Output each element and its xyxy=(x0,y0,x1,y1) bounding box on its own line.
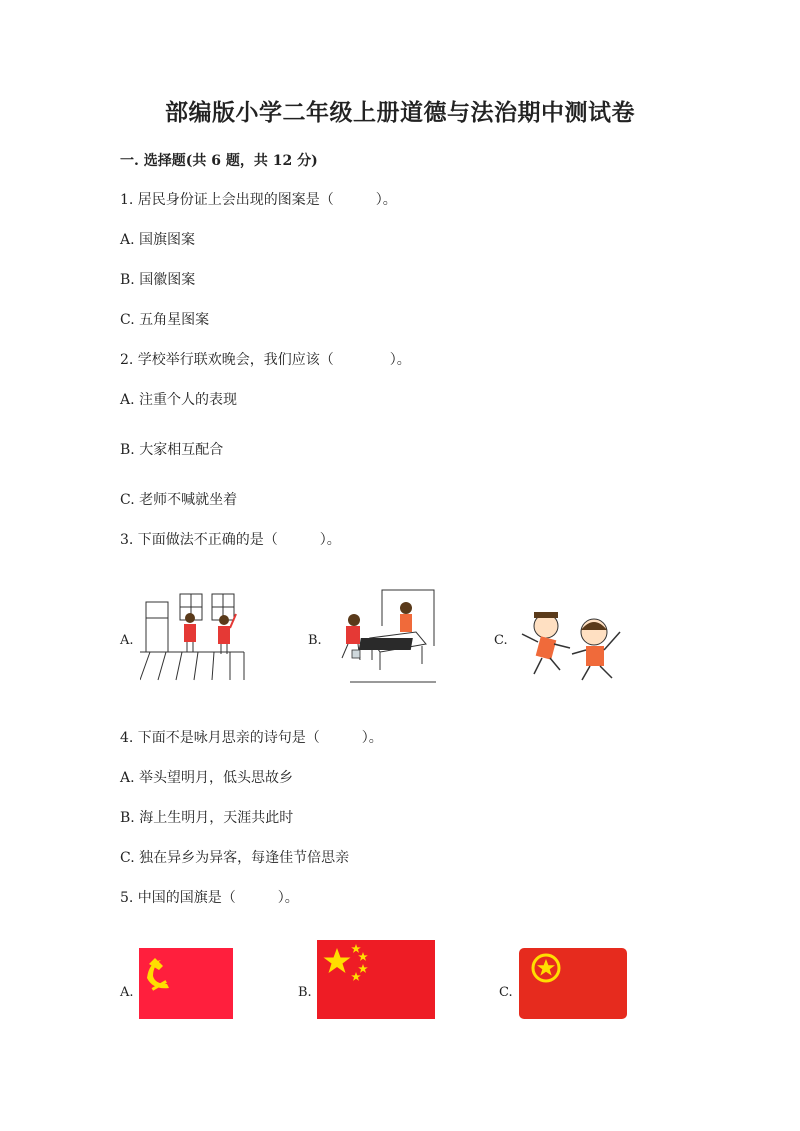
question-1-option-c[interactable]: C. 五角星图案 xyxy=(120,312,210,328)
question-2-option-b[interactable]: B. 大家相互配合 xyxy=(120,442,224,458)
question-1-option-b[interactable]: B. 国徽图案 xyxy=(120,272,196,288)
page-title: 部编版小学二年级上册道德与法治期中测试卷 xyxy=(165,99,635,126)
question-3-option-c-label[interactable]: C. xyxy=(494,633,508,648)
question-1-stem: 1. 居民身份证上会出现的图案是（ ）。 xyxy=(120,192,397,208)
question-3-option-b-label[interactable]: B. xyxy=(308,633,322,648)
question-4-stem: 4. 下面不是咏月思亲的诗句是（ ）。 xyxy=(120,730,383,746)
question-5-option-b-label[interactable]: B. xyxy=(298,985,312,1000)
question-5-stem: 5. 中国的国旗是（ ）。 xyxy=(120,890,299,906)
question-5-option-a-label[interactable]: A. xyxy=(120,985,134,1000)
question-5-option-c-label[interactable]: C. xyxy=(499,985,513,1000)
students-fighting-illustration xyxy=(516,604,630,684)
league-flag-image xyxy=(519,948,627,1019)
question-3-stem: 3. 下面做法不正确的是（ ）。 xyxy=(120,532,341,548)
classroom-window-illustration xyxy=(140,588,246,682)
section-heading: 一. 选择题(共 6 题，共 12 分) xyxy=(120,153,318,169)
party-flag-image xyxy=(139,948,233,1019)
students-cleaning-desk-illustration xyxy=(330,586,438,686)
question-1-option-a[interactable]: A. 国旗图案 xyxy=(120,232,196,248)
question-3-option-a-label[interactable]: A. xyxy=(120,633,134,648)
question-4-option-a[interactable]: A. 举头望明月，低头思故乡 xyxy=(120,770,294,786)
question-2-option-a[interactable]: A. 注重个人的表现 xyxy=(120,392,238,408)
question-4-option-c[interactable]: C. 独在异乡为异客，每逢佳节倍思亲 xyxy=(120,850,350,866)
five-star-flag-image xyxy=(317,940,435,1019)
question-2-option-c[interactable]: C. 老师不喊就坐着 xyxy=(120,492,238,508)
question-2-stem: 2. 学校举行联欢晚会，我们应该（ ）。 xyxy=(120,352,411,368)
question-4-option-b[interactable]: B. 海上生明月，天涯共此时 xyxy=(120,810,294,826)
